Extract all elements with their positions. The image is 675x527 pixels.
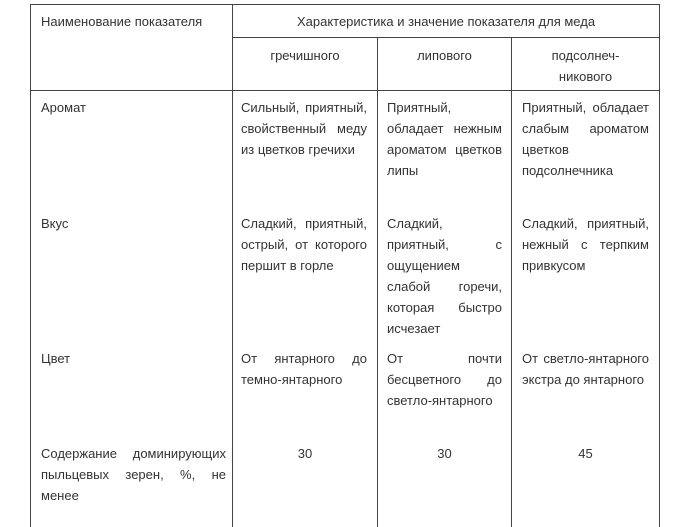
row-pollen-sunflower: 45 bbox=[578, 446, 593, 461]
row-pollen-name: Содержание доминирующих пыльцевых зерен, %, не менее bbox=[41, 446, 226, 503]
row-taste-sunflower: Сладкий, приятный, нежный с терпким привкусом bbox=[522, 216, 649, 273]
sunflower-header-line-1: подсолнеч- bbox=[551, 48, 620, 63]
honey-characteristics-table bbox=[30, 4, 660, 527]
row-taste-name: Вкус bbox=[41, 216, 69, 231]
row-taste-linden: Сладкий, приятный, с ощущением слабой горечи, которая быстро исчезает bbox=[387, 216, 502, 336]
row-color-sunflower: От светло-янтарного экстра до янтарного bbox=[522, 351, 649, 387]
linden-column-header: липового bbox=[417, 48, 472, 63]
table-top-border bbox=[30, 4, 660, 5]
buckwheat-column-header: гречишного bbox=[270, 48, 340, 63]
row-aroma-buckwheat: Сильный, приятный, свойственный меду из цветков гречихи bbox=[241, 100, 367, 157]
sunflower-column-header bbox=[512, 45, 659, 87]
table-right-border bbox=[659, 4, 660, 527]
group-column-header: Характеристика и значение показателя для меда bbox=[296, 14, 596, 29]
row-aroma-sunflower: Приятный, обладает слабым ароматом цветков подсолнечника bbox=[522, 100, 649, 178]
table-left-border bbox=[30, 4, 31, 527]
sunflower-header-line-2: никового bbox=[558, 69, 613, 84]
row-aroma-linden: Приятный, обладает нежным ароматом цветков липы bbox=[387, 100, 502, 178]
row-pollen-buckwheat: 30 bbox=[297, 446, 313, 461]
indicator-column-header: Наименование показателя bbox=[41, 14, 203, 29]
row-pollen-linden: 30 bbox=[437, 446, 452, 461]
header-group-divider bbox=[232, 37, 660, 38]
row-aroma-name: Аромат bbox=[41, 100, 86, 115]
row-color-name: Цвет bbox=[41, 351, 71, 366]
row-color-linden: От почти бесцветного до светло-янтарного bbox=[387, 351, 502, 408]
row-color-buckwheat: От янтарного до темно-янтарного bbox=[241, 351, 367, 387]
header-bottom-border bbox=[30, 90, 660, 91]
row-taste-buckwheat: Сладкий, приятный, острый, от которого першит в горле bbox=[241, 216, 367, 273]
